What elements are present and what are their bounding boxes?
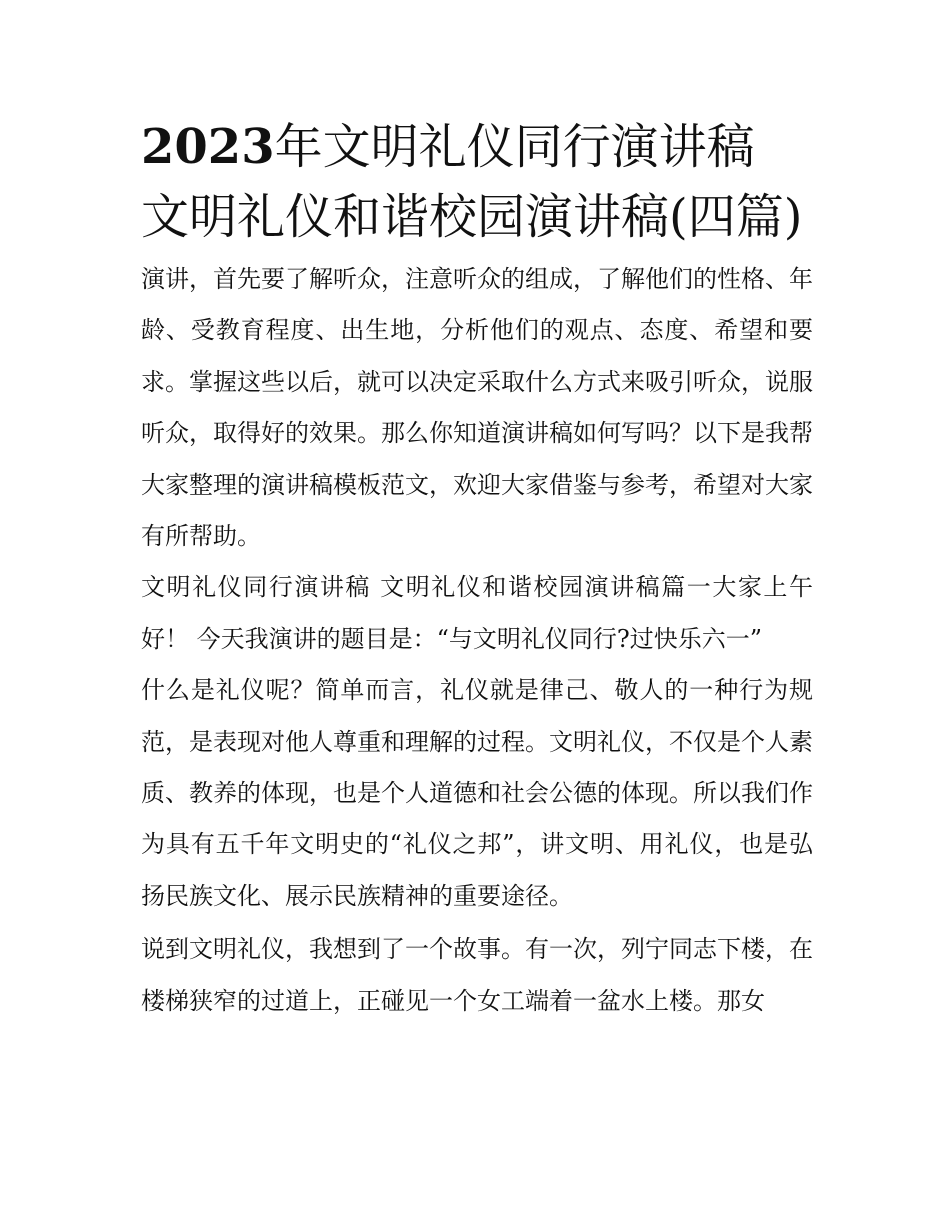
document-content	[141, 112, 813, 1027]
etiquette-definition-paragraph: 什么是礼仪呢？简单而言，礼仪就是律己、敬人的一种行为规范，是表现对他人尊重和理解的过程。文明礼仪，不仅是个人素质、教养的体现，也是个人道德和社会公德的体现。所以我们作为具有五千年文明史的“礼仪之邦”，讲文明、用礼仪，也是弘扬民族文化、展示民族精神的重要途径。	[141, 676, 813, 910]
document-title	[141, 112, 813, 252]
speech-opening-paragraph: 文明礼仪同行演讲稿 文明礼仪和谐校园演讲稿篇一大家上午好！ 今天我演讲的题目是：“与文明礼仪同行?过快乐六一”	[141, 573, 813, 653]
title-text: 年文明礼仪同行演讲稿 文明礼仪和谐校园演讲稿(四篇)	[141, 119, 803, 245]
story-paragraph: 说到文明礼仪，我想到了一个故事。有一次，列宁同志下楼，在楼梯狭窄的过道上，正碰见一个女工端着一盆水上楼。那女	[141, 935, 813, 1015]
title-year: 2023	[141, 119, 275, 175]
intro-paragraph: 演讲，首先要了解听众，注意听众的组成，了解他们的性格、年龄、受教育程度、出生地，分析他们的观点、态度、希望和要求。掌握这些以后，就可以决定采取什么方式来吸引听众，说服听众，取得好的效果。那么你知道演讲稿如何写吗？以下是我帮大家整理的演讲稿模板范文，欢迎大家借鉴与参考，希望对大家有所帮助。	[141, 265, 813, 551]
